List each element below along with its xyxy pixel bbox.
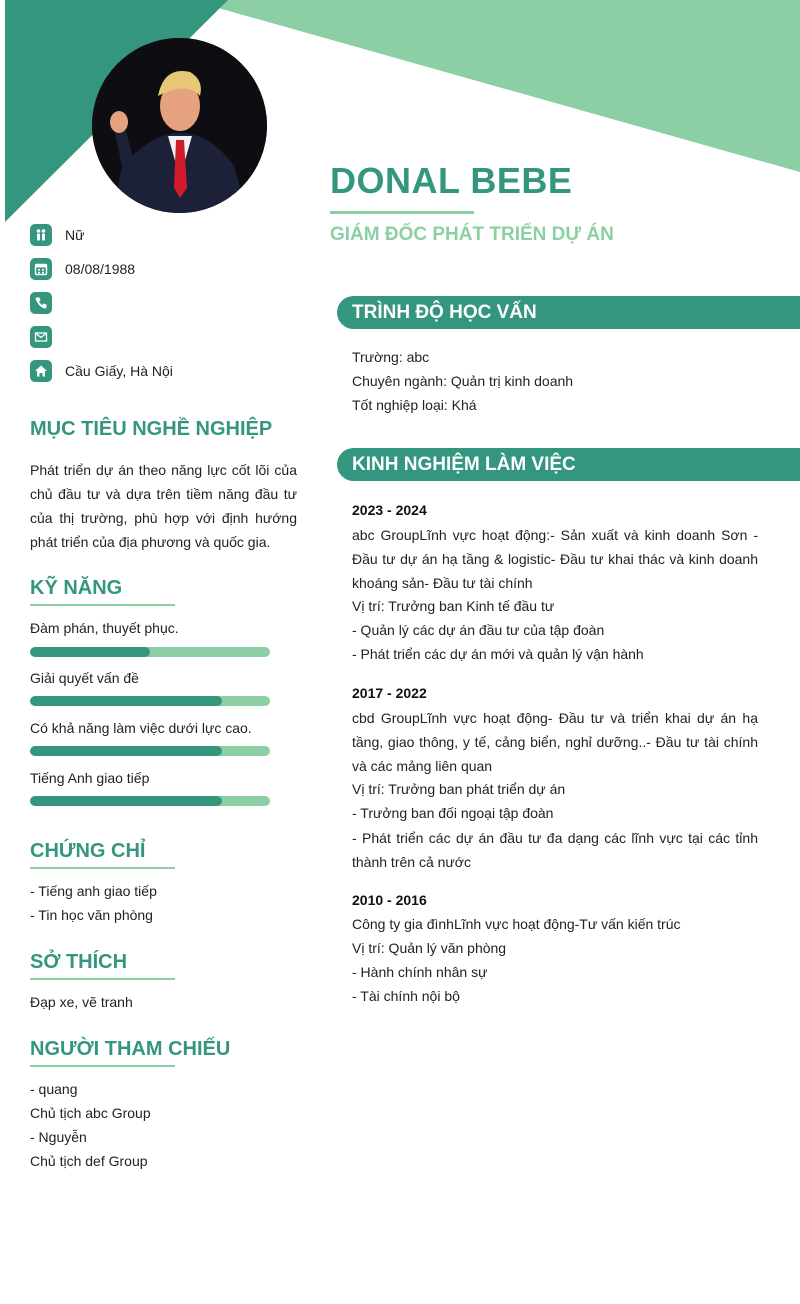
phone-icon — [30, 292, 52, 314]
skill-bar-fill — [30, 696, 222, 706]
hobbies-underline — [30, 978, 175, 980]
address-value: Cầu Giấy, Hà Nội — [65, 363, 173, 379]
experience-line: - Hành chính nhân sự — [352, 964, 488, 980]
birthday-value: 08/08/1988 — [65, 261, 136, 277]
skill-label: Tiếng Anh giao tiếp — [30, 770, 150, 786]
experience-period: 2010 - 2016 — [352, 892, 427, 908]
home-icon — [30, 360, 52, 382]
hobbies-title: SỞ THÍCH — [30, 951, 128, 973]
info-address — [30, 359, 173, 383]
portrait-photo — [92, 38, 267, 213]
email-icon — [30, 326, 52, 348]
experience-line: - Tài chính nội bộ — [352, 988, 460, 1004]
experience-line: - Trưởng ban đối ngoại tập đoàn — [352, 805, 554, 821]
hobbies-text: Đạp xe, vẽ tranh — [30, 994, 133, 1010]
experience-line: Vị trí: Trưởng ban Kinh tế đầu tư — [352, 598, 555, 614]
gender-value: Nữ — [65, 227, 85, 243]
reference-line: Chủ tịch abc Group — [30, 1105, 151, 1121]
experience-line: - Quản lý các dự án đầu tư của tập đoàn — [352, 622, 605, 638]
certificate-item: - Tin học văn phòng — [30, 907, 153, 923]
experience-line: Công ty gia đìnhLĩnh vực hoạt động-Tư vấn kiến trúc — [352, 916, 681, 932]
certificate-item: - Tiếng anh giao tiếp — [30, 883, 157, 899]
reference-line: - quang — [30, 1081, 78, 1097]
education-banner: TRÌNH ĐỘ HỌC VẤN — [337, 296, 800, 329]
info-gender — [30, 223, 84, 247]
info-birthday — [30, 257, 135, 281]
experience-line: Vị trí: Quản lý văn phòng — [352, 940, 507, 956]
experience-description: cbd GroupLĩnh vực hoạt động- Đầu tư và triển khai dự án hạ tầng, giao thông, y tế, cảng biển, nghỉ dưỡng..- Đầu tư tài chính và các mảng liên quan — [352, 710, 758, 774]
experience-description: - Phát triển các dự án đầu tư đa dạng các lĩnh vực tại các tỉnh thành trên cả nước — [352, 830, 758, 870]
objective-text: Phát triển dự án theo năng lực cốt lõi của chủ đầu tư và dựa trên tiềm năng đầu tư của thị trường, phù hợp với định hướng phát triển của địa phương và quốc gia. — [30, 462, 297, 550]
skill-bar-fill — [30, 647, 150, 657]
skill-bar-fill — [30, 746, 222, 756]
info-phone — [30, 291, 65, 315]
full-name: DONAL BEBE — [330, 160, 573, 201]
references-underline — [30, 1065, 175, 1067]
job-title: GIÁM ĐỐC PHÁT TRIỂN DỰ ÁN — [330, 224, 614, 245]
experience-line: Vị trí: Trưởng ban phát triển dự án — [352, 781, 566, 797]
skill-bar — [30, 696, 270, 706]
education-line: Tốt nghiệp loại: Khá — [352, 397, 477, 413]
experience-period: 2017 - 2022 — [352, 685, 427, 701]
skill-bar — [30, 647, 270, 657]
info-email — [30, 325, 65, 349]
skill-label: Đàm phán, thuyết phục. — [30, 620, 179, 636]
education-line: Chuyên ngành: Quản trị kinh doanh — [352, 373, 574, 389]
name-underline — [330, 211, 474, 214]
experience-banner: KINH NGHIỆM LÀM VIỆC — [337, 448, 800, 481]
experience-description: abc GroupLĩnh vực hoạt động:- Sản xuất và kinh doanh Sơn - Đầu tư dự án hạ tầng & logistic- Đầu tư khai thác và kinh doanh khoáng sản- Đầu tư tài chính — [352, 527, 758, 591]
skill-label: Giải quyết vấn đề — [30, 670, 139, 686]
skill-label: Có khả năng làm việc dưới lực cao. — [30, 720, 252, 736]
certificates-underline — [30, 867, 175, 869]
skill-bar — [30, 746, 270, 756]
skills-title: KỸ NĂNG — [30, 577, 123, 599]
skill-bar-fill — [30, 796, 222, 806]
experience-period: 2023 - 2024 — [352, 502, 427, 518]
avatar — [92, 38, 267, 213]
gender-icon — [30, 224, 52, 246]
skill-bar — [30, 796, 270, 806]
calendar-icon — [30, 258, 52, 280]
reference-line: - Nguyễn — [30, 1129, 87, 1145]
objective-title: MỤC TIÊU NGHỀ NGHIỆP — [30, 418, 273, 440]
certificates-title: CHỨNG CHỈ — [30, 840, 146, 862]
skills-underline — [30, 604, 175, 606]
references-title: NGƯỜI THAM CHIẾU — [30, 1038, 231, 1060]
reference-line: Chủ tịch def Group — [30, 1153, 148, 1169]
education-line: Trường: abc — [352, 349, 430, 365]
experience-line: - Phát triển các dự án mới và quản lý vận hành — [352, 646, 644, 662]
